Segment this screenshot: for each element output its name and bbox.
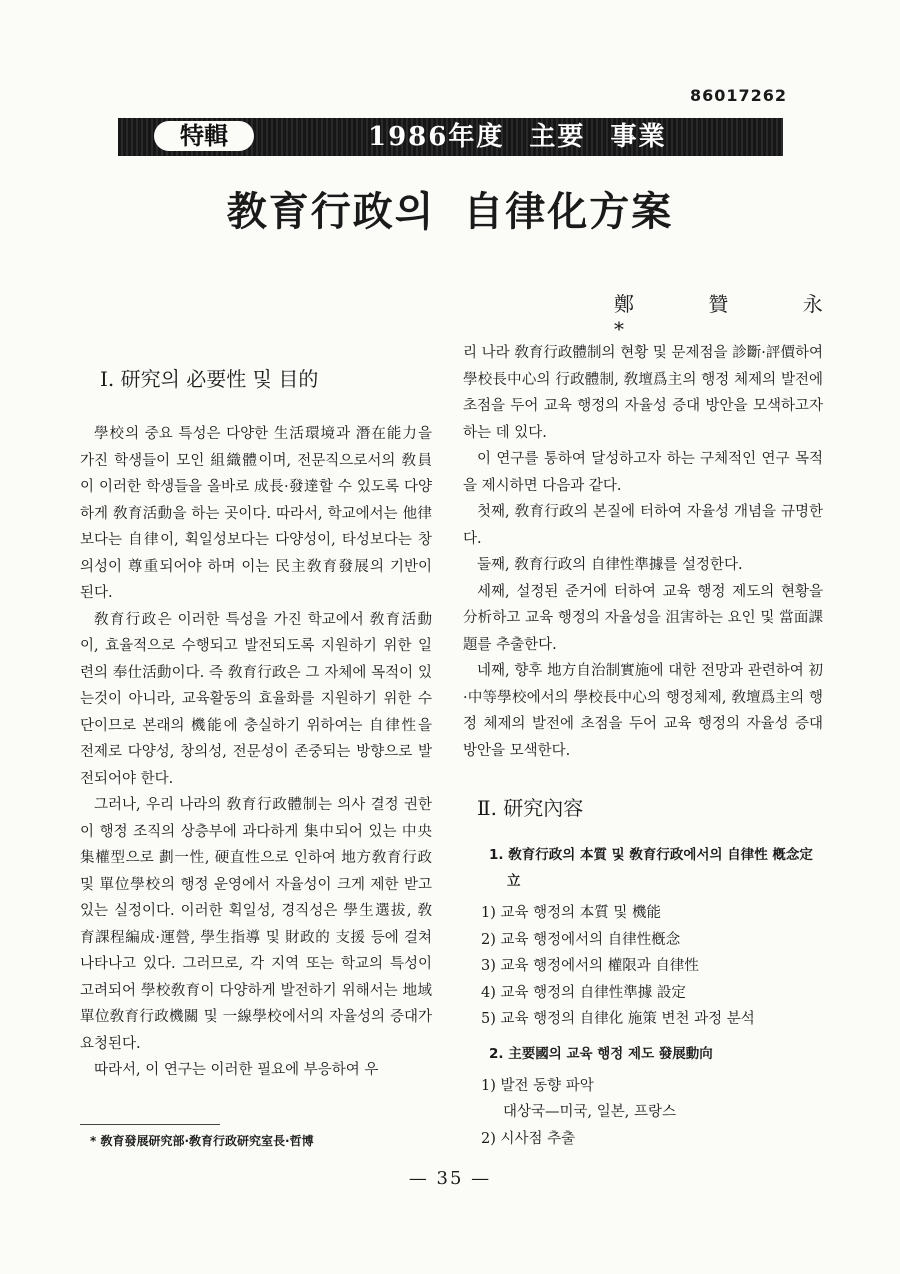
paragraph: 둘째, 敎育行政의 自律性準據를 설정한다.	[477, 557, 743, 573]
paragraph: 學校의 중요 특성은 다양한 生活環境과 潛在能力을 가진 학생들이 모인 組織體이며, 전문직으로서의 敎員이 이러한 학생들을 올바로 成長·發達할 수 있도록 다양하게 敎育活動을 하는 곳이다. 따라서, 학교에서는 他律보다는 自律이, 획일성보다는 다양성이, 타성보다는 창의성이 尊重되어야 하며 이는 民主敎育發展의 기반이 된다.	[80, 426, 432, 601]
paragraph: 敎育行政은 이러한 특성을 가진 학교에서 敎育活動이, 효율적으로 수행되고 발전되도록 지원하기 위한 일련의 奉仕活動이다. 즉 敎育行政은 그 자체에 목적이 있는것이 아니라, 교육활동의 효율화를 지원하기 위한 수단이므로 본래의 機能에 충실하기 위하여는 自律性을 전제로 다양성, 창의성, 전문성이 존중되는 방향으로 발전되어야 한다.	[80, 611, 432, 787]
document-id: 86017262	[690, 86, 788, 105]
section-heading-1: Ⅰ. 研究의 必要性 및 目的	[100, 367, 319, 391]
paragraph: 그러나, 우리 나라의 敎育行政體制는 의사 결정 권한이 행정 조직의 상층부에 과다하게 集中되어 있는 中央集權型으로 劃一性, 硬直性으로 인하여 地方敎育行政 및 單位學校의 행정 운영에서 자율성이 크게 제한 받고 있는 실정이다. 이러한 획일성, 경직성은 學生選拔, 敎育課程編成·運營, 學生指導 및 財政的 支援 등에 걸쳐 나타나고 있다. 그러므로, 각 지역 또는 학교의 특성이 고려되어 學校敎育이 다양하게 발전하기 위해서는 地域單位敎育行政機關 및 一線學校에서의 자율성의 증대가 요청된다.	[80, 797, 432, 1052]
footnote-divider	[80, 1124, 220, 1125]
paragraph: 따라서, 이 연구는 이러한 필요에 부응하여 우	[94, 1062, 379, 1078]
list-item: 2) 교육 행정에서의 自律性槪念	[481, 931, 681, 948]
subsection-heading-1: 1. 敎育行政의 本質 및 敎育行政에서의 自律性 槪念定立	[489, 847, 813, 889]
paragraph: 네째, 향후 地方自治制實施에 대한 전망과 관련하여 初·中等學校에서의 學校長中心의 행정체제, 敎壇爲主의 행정 체제의 발전에 초점을 두어 교육 행정의 자율성 증대 방안을 모색한다.	[463, 663, 823, 759]
paragraph: 세째, 설정된 준거에 터하여 교육 행정 제도의 현황을 分析하고 교육 행정의 자율성을 沮害하는 요인 및 當面課題를 추출한다.	[463, 583, 823, 653]
special-feature-banner	[118, 118, 783, 156]
footnote: * 敎育發展研究部·敎育行政研究室長·哲博	[90, 1134, 314, 1148]
list-item: 2) 시사점 추출	[481, 1130, 576, 1147]
author-name: 鄭 贊 永*	[614, 292, 857, 341]
list-item: 대상국—미국, 일본, 프랑스	[503, 1104, 677, 1120]
subsection-2-list	[481, 1073, 823, 1153]
paragraph: 첫째, 敎育行政의 본질에 터하여 자율성 개념을 규명한다.	[463, 504, 823, 547]
subsection-heading-2: 2. 主要國의 교육 행정 제도 發展動向	[489, 1045, 713, 1062]
list-item: 1) 교육 행정의 本質 및 機能	[481, 905, 661, 921]
list-item: 4) 교육 행정의 自律性準據 設定	[481, 984, 686, 1001]
paragraph-continuation: 리 나라 敎育行政體制의 현황 및 문제점을 診斷·評價하여 學校長中心의 行政體制, 敎壇爲主의 행정 체제의 발전에 초점을 두어 교육 행정의 자율성 증대 방안을 모색하고자 하는 데 있다.	[463, 345, 823, 441]
banner-tag: 特輯	[154, 121, 254, 151]
list-item: 3) 교육 행정에서의 權限과 自律性	[481, 958, 699, 974]
list-item: 1) 발전 동향 파악	[481, 1077, 594, 1094]
left-column	[80, 365, 432, 1084]
banner-title: 1986年度 主要 事業	[368, 122, 667, 152]
subsection-1-list	[481, 900, 823, 1033]
page-number: — 35 —	[408, 1168, 492, 1189]
section-heading-2: Ⅱ. 研究內容	[477, 796, 584, 820]
right-column	[463, 340, 823, 1160]
list-item: 5) 교육 행정의 自律化 施策 변천 과정 분석	[481, 1011, 755, 1027]
article-title: 教育行政의 自律化方案	[226, 188, 674, 235]
paragraph: 이 연구를 통하여 달성하고자 하는 구체적인 연구 목적을 제시하면 다음과 같다.	[463, 451, 823, 494]
